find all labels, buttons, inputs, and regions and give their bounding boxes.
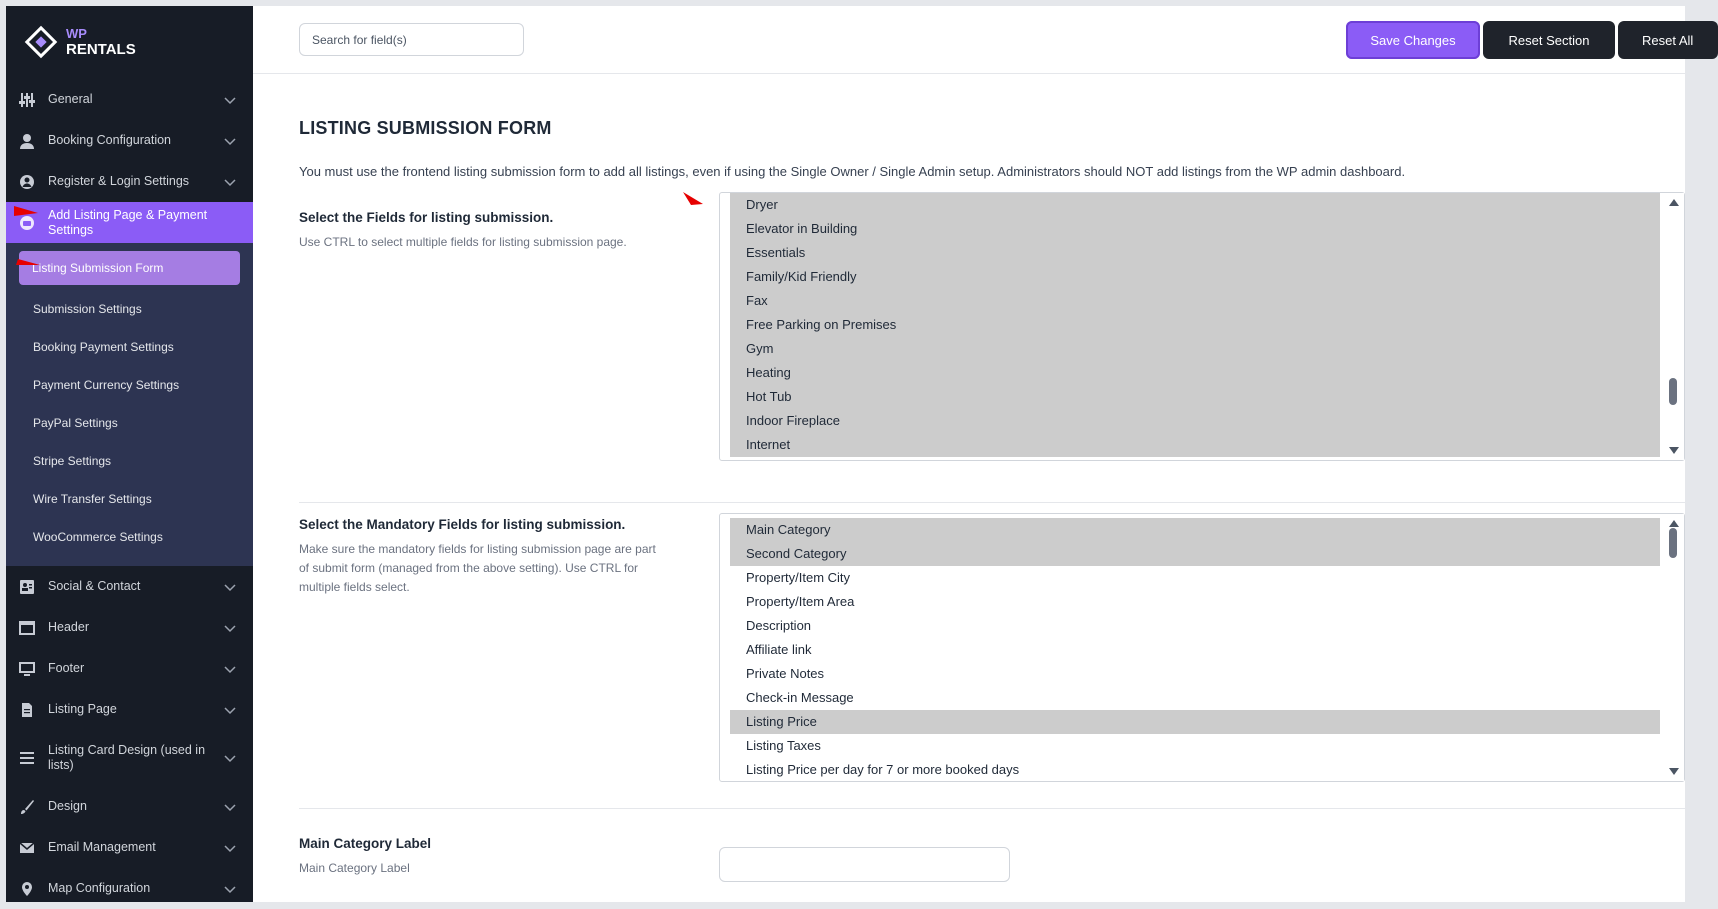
sidebar-item-label: Add Listing Page & Payment Settings (48, 207, 208, 237)
search-input[interactable] (299, 23, 524, 56)
main-category-label-input[interactable] (719, 847, 1010, 882)
submenu-item[interactable]: PayPal Settings (33, 416, 118, 430)
sidebar-item-label: General (48, 92, 93, 106)
list-option[interactable]: Internet (730, 433, 1660, 457)
user-icon (19, 133, 35, 149)
sidebar-item-label: Social & Contact (48, 579, 141, 593)
fields-section-desc: Use CTRL to select multiple fields for listing submission page. (299, 235, 627, 249)
annotation-arrow-icon (683, 190, 709, 208)
list-option[interactable]: Second Category (730, 542, 1660, 566)
mandatory-multiselect[interactable] (719, 513, 1685, 782)
sidebar-item[interactable] (6, 161, 253, 202)
scroll-up-icon[interactable] (1669, 520, 1679, 527)
brand-logo[interactable] (24, 22, 136, 62)
brand-line2: RENTALS (66, 41, 136, 58)
list-option[interactable]: Check-in Message (746, 690, 854, 705)
main-category-label-desc: Main Category Label (299, 861, 410, 875)
sidebar-item[interactable] (6, 648, 253, 689)
sidebar-item-label: Register & Login Settings (48, 174, 190, 188)
reset-all-button[interactable]: Reset All (1618, 21, 1718, 59)
list-option[interactable]: Private Notes (746, 666, 825, 681)
divider (299, 502, 1685, 503)
reset-section-button[interactable]: Reset Section (1483, 21, 1615, 59)
mandatory-section-label (299, 517, 669, 597)
list-option[interactable]: Listing Taxes (746, 738, 821, 753)
list-option[interactable]: Free Parking on Premises (730, 313, 1660, 337)
sidebar-item-label: Email Management (48, 840, 156, 854)
list-option[interactable]: Elevator in Building (730, 217, 1660, 241)
sidebar-item[interactable] (6, 566, 253, 607)
list-option[interactable]: Dryer (730, 193, 1660, 217)
scroll-thumb[interactable] (1669, 378, 1677, 405)
sidebar (6, 6, 253, 902)
list-option[interactable]: Main Category (730, 518, 1660, 542)
submenu-item[interactable]: Listing Submission Form (19, 251, 240, 285)
list-option[interactable]: Fax (730, 289, 1660, 313)
list-option[interactable]: Gym (730, 337, 1660, 361)
fields-scrollbar[interactable] (1662, 193, 1684, 460)
diamond-logo-icon (24, 25, 58, 59)
submenu-item[interactable]: Stripe Settings (33, 454, 112, 468)
submenu-item[interactable]: Submission Settings (33, 302, 142, 316)
sidebar-item[interactable] (6, 786, 253, 827)
list-option[interactable]: Listing Price (730, 710, 1660, 734)
top-toolbar (253, 6, 1694, 74)
fields-section-label (299, 210, 669, 252)
page-description: You must use the frontend listing submission form to add all listings, even if using the Single Owner / Single Admin setup. Administrators should NOT add listings from the WP admin dashboard. (299, 164, 1406, 179)
submenu-item[interactable]: WooCommerce Settings (33, 530, 163, 544)
sidebar-item[interactable] (6, 79, 253, 120)
brand-line1: WP (66, 26, 87, 41)
sidebar-item-label: Map Configuration (48, 881, 151, 895)
chevron-down-icon[interactable] (223, 134, 237, 148)
chevron-down-icon[interactable] (223, 882, 237, 896)
list-option[interactable]: Hot Tub (730, 385, 1660, 409)
sliders-icon (19, 92, 35, 108)
document-icon (19, 702, 35, 718)
chevron-down-icon[interactable] (223, 800, 237, 814)
mandatory-section-title: Select the Mandatory Fields for listing submission. (299, 517, 626, 532)
chevron-down-icon[interactable] (223, 175, 237, 189)
chevron-down-icon[interactable] (223, 751, 237, 765)
map-pin-icon (19, 881, 35, 897)
chevron-down-icon[interactable] (223, 621, 237, 635)
header-icon (19, 620, 35, 636)
mandatory-scrollbar[interactable] (1662, 514, 1684, 781)
list-icon (19, 750, 35, 766)
save-changes-button[interactable]: Save Changes (1346, 21, 1480, 59)
list-option[interactable]: Affiliate link (746, 642, 812, 657)
login-icon (19, 174, 35, 190)
list-option[interactable]: Heating (730, 361, 1660, 385)
mandatory-section-desc: Make sure the mandatory fields for listing submission page are part of submit form (managed from the above setting). Use CTRL for multiple fields select. (299, 542, 656, 594)
brush-icon (19, 799, 35, 815)
scroll-down-icon[interactable] (1669, 447, 1679, 454)
list-option[interactable]: Indoor Fireplace (730, 409, 1660, 433)
chevron-down-icon[interactable] (223, 93, 237, 107)
mail-icon (19, 840, 35, 856)
sidebar-item-label: Footer (48, 661, 85, 675)
sidebar-item[interactable] (6, 827, 253, 868)
submenu-item[interactable]: Booking Payment Settings (33, 340, 174, 354)
sidebar-item[interactable] (6, 607, 253, 648)
chevron-down-icon[interactable] (223, 580, 237, 594)
sidebar-item-label: Design (48, 799, 87, 813)
submenu-item[interactable]: Wire Transfer Settings (33, 492, 152, 506)
sidebar-submenu (6, 243, 253, 566)
list-option[interactable]: Family/Kid Friendly (730, 265, 1660, 289)
list-option[interactable]: Description (746, 618, 812, 633)
main-content (299, 74, 1685, 902)
chevron-down-icon[interactable] (223, 841, 237, 855)
list-option[interactable]: Essentials (730, 241, 1660, 265)
scroll-thumb[interactable] (1669, 528, 1677, 558)
scroll-up-icon[interactable] (1669, 199, 1679, 206)
sidebar-item-label: Listing Page (48, 702, 117, 716)
sidebar-item[interactable] (6, 868, 253, 909)
scroll-down-icon[interactable] (1669, 768, 1679, 775)
sidebar-item-label: Header (48, 620, 89, 634)
chevron-down-icon[interactable] (223, 703, 237, 717)
list-option[interactable]: Property/Item City (746, 570, 851, 585)
list-option[interactable]: Property/Item Area (746, 594, 855, 609)
list-option[interactable]: Listing Price per day for 7 or more booked days (746, 762, 1020, 777)
fields-multiselect[interactable] (719, 192, 1685, 461)
sidebar-item-label: Booking Configuration (48, 133, 171, 147)
brand-name (66, 26, 136, 58)
divider (299, 808, 1685, 809)
main-category-label-section (299, 836, 669, 878)
sidebar-item[interactable] (6, 730, 253, 786)
sidebar-item-label: Listing Card Design (used in lists) (48, 743, 206, 772)
app-frame (6, 6, 1694, 902)
sidebar-nav (6, 79, 253, 909)
page-title: LISTING SUBMISSION FORM (299, 118, 552, 138)
annotation-arrow-icon (14, 256, 44, 272)
fields-section-title: Select the Fields for listing submission. (299, 210, 554, 225)
chevron-down-icon[interactable] (223, 662, 237, 676)
contact-icon (19, 579, 35, 595)
monitor-icon (19, 661, 35, 677)
sidebar-item[interactable] (6, 689, 253, 730)
main-category-label-title: Main Category Label (299, 836, 432, 851)
annotation-arrow-icon (14, 206, 44, 222)
submenu-item[interactable]: Payment Currency Settings (33, 378, 180, 392)
sidebar-item[interactable] (6, 120, 253, 161)
